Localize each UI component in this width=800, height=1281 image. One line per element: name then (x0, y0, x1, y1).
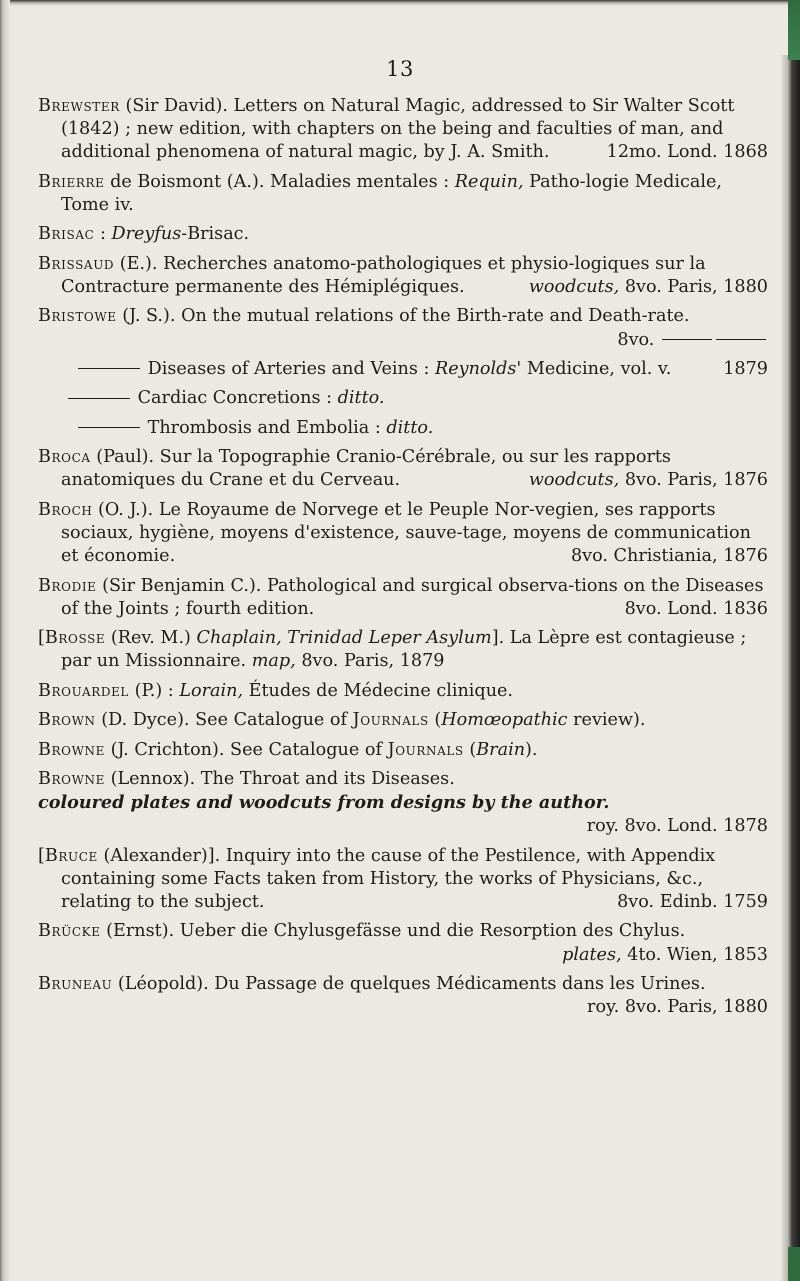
entry-italic: Brain (476, 739, 526, 760)
ditto-rule (78, 427, 140, 428)
entry-text: (Rev. M.) (105, 628, 197, 649)
catalogue-entry (38, 358, 768, 381)
entry-text: (Léopold). Du Passage de quelques Médicaments dans les Urines. (112, 974, 706, 995)
entry-imprint: roy. 8vo. Lond. 1878 (586, 816, 768, 837)
entry-author: Browne (38, 739, 105, 760)
entry-italic: Chaplain, Trinidad Leper Asylum (196, 628, 492, 649)
entry-bracket: [ (38, 628, 45, 649)
entry-italic: coloured plates and woodcuts from designs by the author. (38, 792, 610, 814)
binding-mark-bottom (788, 1247, 800, 1281)
catalogue-entry (38, 171, 768, 217)
entry-bracket: [ (38, 845, 45, 866)
entry-text: (J. Crichton). See Catalogue of (105, 739, 388, 760)
entry-text: de Boismont (A.). Maladies mentales : (104, 171, 455, 192)
entry-text: : (94, 224, 112, 245)
entry-journals: Journals (352, 710, 429, 731)
entry-italic: Requin, (454, 171, 524, 192)
entry-imprint (529, 469, 768, 492)
entry-author: Brodie (38, 575, 97, 596)
entry-text: (O. J.). Le Royaume de Norvege et le Peuple Nor-vegien, ses rapports sociaux, hygiène, moyens d'existence, sauve-tage, moyens de communication et économie. (61, 499, 751, 567)
catalogue-entry (38, 973, 768, 1019)
catalogue-entry (38, 305, 768, 351)
entry-text: ). (525, 739, 538, 760)
entry-text: (E.). Recherches anatomo-pathologiques et physio-logiques sur la Contracture permanente des Hémiplégiques. (61, 253, 706, 297)
entry-italic: ditto. (337, 388, 385, 409)
binding-mark-top (788, 0, 800, 60)
entry-italic: woodcuts, (528, 470, 620, 491)
entry-text: review). (567, 710, 646, 731)
entry-author: Brissaud (38, 253, 115, 274)
entry-text: -Brisac. (181, 224, 250, 245)
catalogue-entry (38, 680, 768, 703)
entry-text: ( (428, 710, 442, 731)
entry-author: Brown (38, 710, 96, 731)
entry-text: (Alexander)]. Inquiry into the cause of the Pestilence, with Appendix containing some Facts taken from History, the works of Physicians, &c., relating to the subject. (61, 845, 716, 913)
entry-italic: plates, (562, 944, 622, 965)
entry-text: 4to. Wien, 1853 (621, 944, 768, 965)
entry-italic: Reynolds' (434, 358, 522, 379)
catalogue-entry (38, 575, 768, 621)
ditto-rule (68, 398, 130, 399)
entry-text: (Ernst). Ueber die Chylusgefässe und die Resorption des Chylus. (100, 921, 686, 942)
catalogue-entry (38, 845, 768, 915)
page-right-edge (780, 55, 800, 1281)
entry-italic: ditto. (386, 417, 434, 438)
page-left-edge (0, 0, 10, 1281)
catalogue-entry (38, 253, 768, 299)
entry-text: (J. S.). On the mutual relations of the Birth-rate and Death-rate. (116, 306, 690, 327)
entry-text: (Sir David). Letters on Natural Magic, addressed to Sir Walter Scott (1842) ; new edition, with chapters on the being and faculties of man, and additional phenomena of natural magic, by J. A. Smith. (61, 96, 735, 163)
entry-italic: Dreyfus (111, 224, 182, 245)
entry-imprint: roy. 8vo. Paris, 1880 (587, 997, 768, 1018)
catalogue-entry (38, 627, 768, 673)
page-number: 13 (386, 57, 414, 81)
catalogue-entry (38, 446, 768, 492)
entry-text: Patho-logie Medicale, Tome iv. (61, 171, 723, 215)
entry-author: Brosse (44, 628, 106, 649)
entry-imprint (562, 944, 768, 967)
entry-author: Brisac (38, 224, 95, 245)
entry-author: Brierre (38, 171, 105, 192)
catalogue-entry (38, 223, 768, 246)
entry-author: Brücke (38, 921, 101, 942)
entry-text: (D. Dyce). See Catalogue of (95, 710, 353, 731)
catalogue-entry (38, 387, 768, 410)
catalogue-entry (38, 499, 768, 569)
entry-imprint: 8vo. Lond. 1836 (624, 598, 768, 619)
entry-imprint: 8vo. Christiania, 1876 (570, 546, 768, 567)
entry-line (38, 791, 768, 815)
entry-text: Études de Médecine clinique. (243, 680, 514, 701)
entry-imprint (617, 329, 768, 352)
entry-author: Brouardel (38, 680, 129, 701)
catalogue-entry (38, 95, 768, 165)
ditto-rule (662, 339, 712, 340)
entry-author: Broch (38, 499, 93, 520)
page-top-edge (0, 0, 800, 6)
entry-imprint: 12mo. Lond. 1868 (606, 142, 768, 163)
ditto-rule (78, 368, 140, 369)
entry-imprint: 1879 (723, 358, 768, 379)
entry-text: Thrombosis and Embolia : (142, 417, 387, 438)
entry-text: (Paul). Sur la Topographie Cranio-Cérébrale, ou sur les rapports anatomiques du Crane et du Cerveau. (61, 447, 671, 491)
entry-italic: Homœopathic (441, 710, 568, 731)
entry-italic: map, (251, 651, 296, 672)
catalogue-entries (38, 95, 768, 1026)
entry-author: Bruneau (38, 974, 113, 995)
entry-author: Browne (38, 768, 105, 789)
entry-text: ]. La Lèpre est contagieuse ; par un Missionnaire. (61, 628, 747, 672)
entry-text: Medicine, vol. v. (521, 358, 672, 379)
entry-text: (Sir Benjamin C.). Pathological and surgical observa-tions on the Diseases of the Joints ; fourth edition. (61, 575, 764, 619)
catalogue-entry (38, 417, 768, 440)
catalogue-entry (38, 920, 768, 966)
entry-text: ( (463, 739, 477, 760)
entry-author: Brewster (38, 96, 120, 116)
entry-author: Bristowe (38, 306, 117, 327)
catalogue-entry (38, 768, 768, 839)
entry-imprint (529, 276, 768, 299)
catalogue-entry (38, 709, 768, 732)
entry-journals: Journals (387, 739, 464, 760)
entry-author: Broca (38, 447, 91, 468)
entry-text: (P.) : (129, 680, 180, 701)
entry-text: 8vo. Paris, 1879 (295, 651, 445, 672)
entry-text: 8vo. Paris, 1880 (619, 276, 768, 297)
entry-imprint-text: 8vo. (617, 329, 655, 350)
entry-text: 8vo. Paris, 1876 (619, 470, 768, 491)
entry-imprint: 8vo. Edinb. 1759 (617, 892, 768, 913)
entry-italic: Lorain, (179, 680, 244, 701)
entry-italic: woodcuts, (528, 276, 620, 297)
entry-author: Bruce (44, 845, 98, 866)
entry-text: (Lennox). The Throat and its Diseases. (105, 768, 455, 789)
catalogue-entry (38, 739, 768, 762)
entry-text: Diseases of Arteries and Veins : (142, 358, 435, 379)
ditto-rule (716, 339, 766, 340)
entry-text: Cardiac Concretions : (132, 388, 338, 409)
